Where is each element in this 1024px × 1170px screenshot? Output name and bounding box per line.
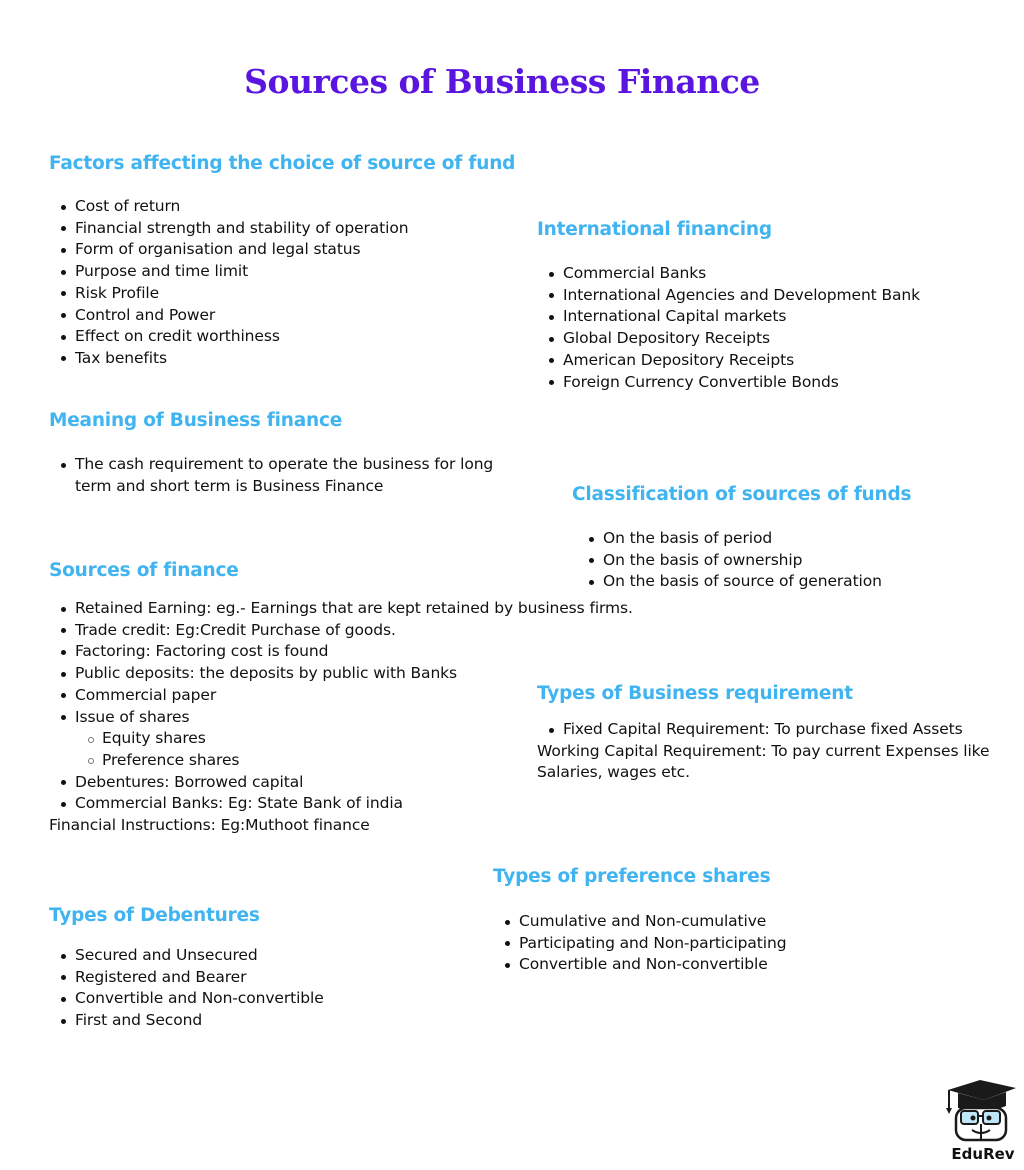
list-item: Convertible and Non-convertible: [493, 954, 786, 976]
list-item: First and Second: [49, 1010, 324, 1032]
list-item: The cash requirement to operate the business for long term and short term is Business Finance: [49, 454, 499, 497]
section-debentures: [49, 905, 324, 1032]
list-item: Debentures: Borrowed capital: [49, 772, 633, 794]
trailing-text: Salaries, wages etc.: [537, 763, 690, 782]
list-item: Fixed Capital Requirement: To purchase fixed Assets: [537, 719, 989, 741]
list-item: Tax benefits: [49, 348, 515, 370]
list-item: Issue of shares: [49, 707, 633, 729]
sub-list-item: Equity shares: [49, 728, 633, 750]
list-item: Commercial Banks: [537, 263, 920, 285]
list-item: Participating and Non-participating: [493, 933, 786, 955]
section-heading: Sources of finance: [49, 560, 239, 581]
list-item: Purpose and time limit: [49, 261, 515, 283]
list-item: Public deposits: the deposits by public with Banks: [49, 663, 633, 685]
graduation-cap-glasses-icon: [944, 1078, 1018, 1144]
section-heading: Classification of sources of funds: [572, 484, 912, 505]
bullet-list: [493, 911, 786, 976]
list-item: Effect on credit worthiness: [49, 326, 515, 348]
list-item: International Capital markets: [537, 306, 920, 328]
trailing-text: Working Capital Requirement: To pay current Expenses like: [537, 741, 990, 760]
list-item: Retained Earning: eg.- Earnings that are kept retained by business firms.: [49, 598, 633, 620]
page-title: Sources of Business Finance: [244, 62, 760, 101]
list-item: International Agencies and Development Bank: [537, 285, 920, 307]
list-item: Control and Power: [49, 305, 515, 327]
section-requirement: [537, 683, 989, 784]
bullet-list: [49, 454, 499, 497]
bullet-list: [537, 719, 989, 741]
section-heading: Meaning of Business finance: [49, 410, 343, 431]
edurev-logo: [944, 1078, 1018, 1166]
section-international: [537, 219, 920, 393]
trailing-text: Financial Instructions: Eg:Muthoot finance: [49, 816, 370, 835]
list-item: Financial strength and stability of operation: [49, 218, 515, 240]
list-item: Registered and Bearer: [49, 967, 324, 989]
list-item: On the basis of ownership: [577, 550, 911, 572]
list-item: Commercial Banks: Eg: State Bank of india: [49, 793, 633, 815]
section-heading: Factors affecting the choice of source of fund: [49, 153, 516, 174]
section-heading: International financing: [537, 219, 772, 240]
section-heading: Types of Business requirement: [537, 683, 853, 704]
list-item: Convertible and Non-convertible: [49, 988, 324, 1010]
list-item: Form of organisation and legal status: [49, 239, 515, 261]
section-heading: Types of Debentures: [49, 905, 260, 926]
section-meaning: [49, 410, 499, 497]
sub-list-item: Preference shares: [49, 750, 633, 772]
list-item: Global Depository Receipts: [537, 328, 920, 350]
bullet-list: [49, 945, 324, 1032]
list-item: Trade credit: Eg:Credit Purchase of goods.: [49, 620, 633, 642]
logo-text: EduRev: [951, 1145, 1015, 1163]
section-heading: Types of preference shares: [493, 866, 771, 887]
section-factors: [49, 153, 515, 370]
list-item: Risk Profile: [49, 283, 515, 305]
section-preference: [493, 866, 786, 976]
list-item: Secured and Unsecured: [49, 945, 324, 967]
list-item: Cost of return: [49, 196, 515, 218]
bullet-list: [49, 196, 515, 370]
bullet-list: [537, 263, 920, 393]
list-item: On the basis of period: [577, 528, 911, 550]
list-item: American Depository Receipts: [537, 350, 920, 372]
list-item: Factoring: Factoring cost is found: [49, 641, 633, 663]
list-item: Cumulative and Non-cumulative: [493, 911, 786, 933]
list-item: Commercial paper: [49, 685, 633, 707]
list-item: Foreign Currency Convertible Bonds: [537, 372, 920, 394]
list-item: On the basis of source of generation: [577, 571, 911, 593]
